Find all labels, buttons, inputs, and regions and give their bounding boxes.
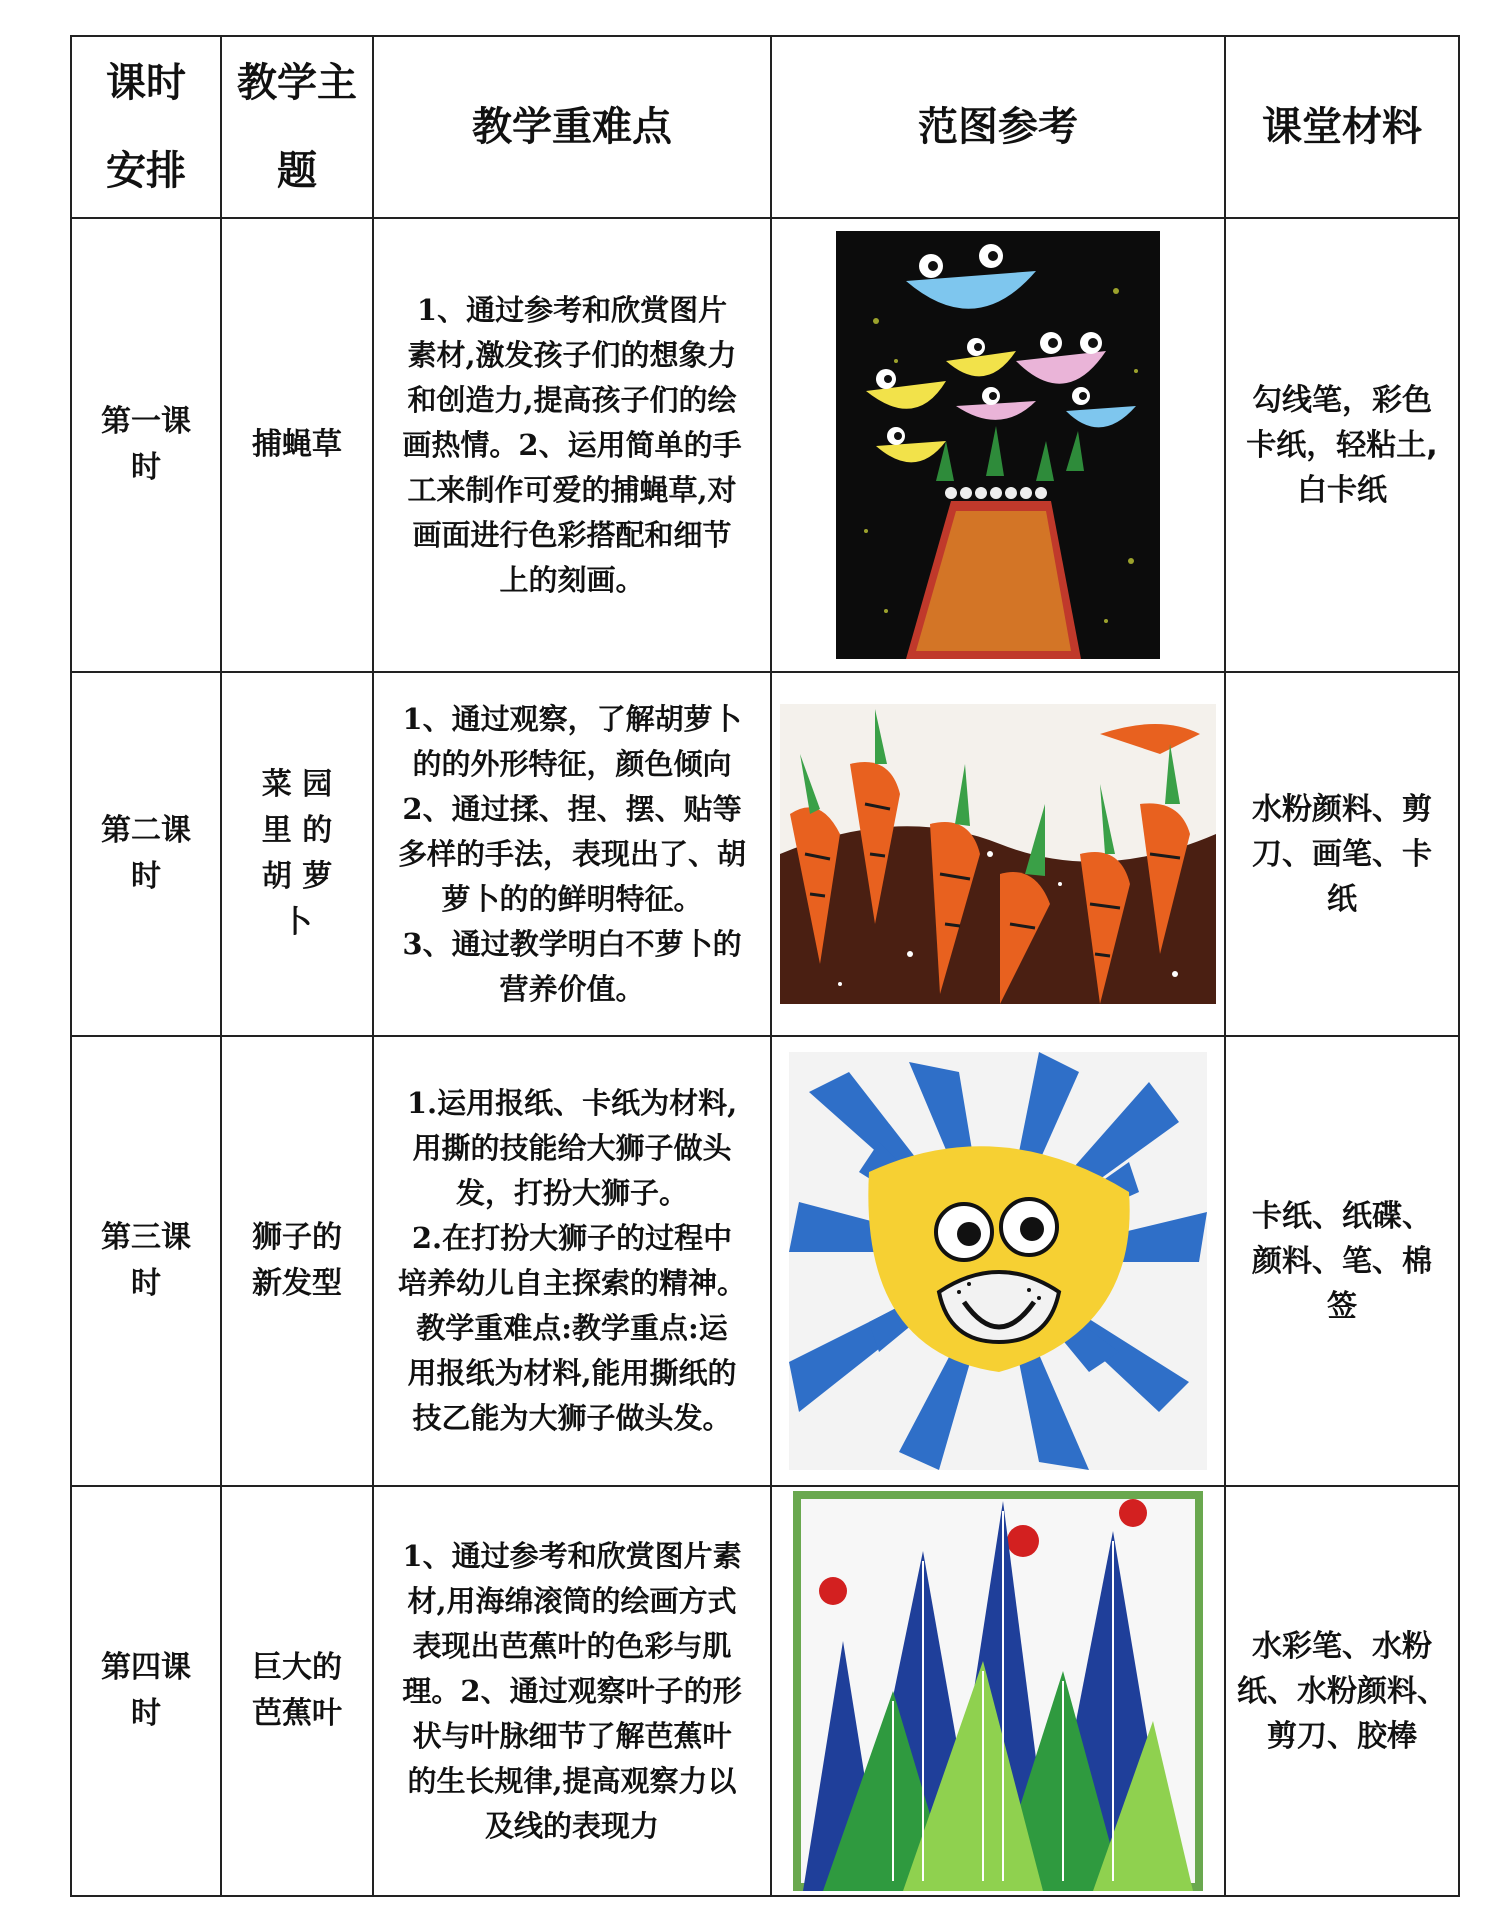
table-row bbox=[71, 1036, 1459, 1486]
theme-cell: 捕蝇草 bbox=[221, 218, 373, 672]
table-row bbox=[71, 672, 1459, 1036]
banana-leaf-image bbox=[793, 1491, 1203, 1891]
points-cell: 1.运用报纸、卡纸为材料, 用撕的技能给大狮子做头 发，打扮大狮子。 2.在打扮大狮子的过程中 培养幼儿自主探索的精神。 教学重难点:教学重点:运 用报纸为材料,能用撕纸的 技乙能为大狮子做头发。 bbox=[373, 1036, 771, 1486]
lesson-cell: 第三课 时 bbox=[71, 1036, 221, 1486]
theme-cell: 巨大的 芭蕉叶 bbox=[221, 1486, 373, 1896]
materials-cell: 卡纸、纸碟、 颜料、笔、棉 签 bbox=[1225, 1036, 1459, 1486]
points-cell: 1、通过参考和欣赏图片 素材,激发孩子们的想象力 和创造力,提高孩子们的绘 画热情。2、运用简单的手 工来制作可爱的捕蝇草,对 画面进行色彩搭配和细节 上的刻画。 bbox=[373, 218, 771, 672]
header-points: 教学重难点 bbox=[373, 36, 771, 218]
theme-cell: 菜 园 里 的 胡 萝 卜 bbox=[221, 672, 373, 1036]
points-cell: 1、通过观察，了解胡萝卜 的的外形特征，颜色倾向 2、通过揉、捏、摆、贴等 多样的手法，表现出了、胡 萝卜的的鲜明特征。 3、通过教学明白不萝卜的 营养价值。 bbox=[373, 672, 771, 1036]
points-cell: 1、通过参考和欣赏图片素 材,用海绵滚筒的绘画方式 表现出芭蕉叶的色彩与肌 理。2、通过观察叶子的形 状与叶脉细节了解芭蕉叶 的生长规律,提高观察力以 及线的表现力 bbox=[373, 1486, 771, 1896]
lesson-plan-table bbox=[70, 35, 1460, 1897]
table-row bbox=[71, 1486, 1459, 1896]
materials-cell: 水彩笔、水粉 纸、水粉颜料、 剪刀、胶棒 bbox=[1225, 1486, 1459, 1896]
lesson-cell: 第一课 时 bbox=[71, 218, 221, 672]
header-reference: 范图参考 bbox=[771, 36, 1225, 218]
reference-cell bbox=[771, 1486, 1225, 1896]
table-row bbox=[71, 218, 1459, 672]
header-materials: 课堂材料 bbox=[1225, 36, 1459, 218]
theme-cell: 狮子的 新发型 bbox=[221, 1036, 373, 1486]
lion-torn-paper-image bbox=[789, 1052, 1207, 1470]
reference-cell bbox=[771, 218, 1225, 672]
materials-cell: 勾线笔，彩色 卡纸，轻粘土, 白卡纸 bbox=[1225, 218, 1459, 672]
carrot-garden-image bbox=[780, 704, 1216, 1004]
header-lesson: 课时 安排 bbox=[71, 36, 221, 218]
reference-cell bbox=[771, 672, 1225, 1036]
lesson-cell: 第二课 时 bbox=[71, 672, 221, 1036]
header-theme: 教学主 题 bbox=[221, 36, 373, 218]
header-row bbox=[71, 36, 1459, 218]
materials-cell: 水粉颜料、剪 刀、画笔、卡 纸 bbox=[1225, 672, 1459, 1036]
lesson-cell: 第四课 时 bbox=[71, 1486, 221, 1896]
venus-flytrap-image bbox=[836, 231, 1160, 659]
reference-cell bbox=[771, 1036, 1225, 1486]
